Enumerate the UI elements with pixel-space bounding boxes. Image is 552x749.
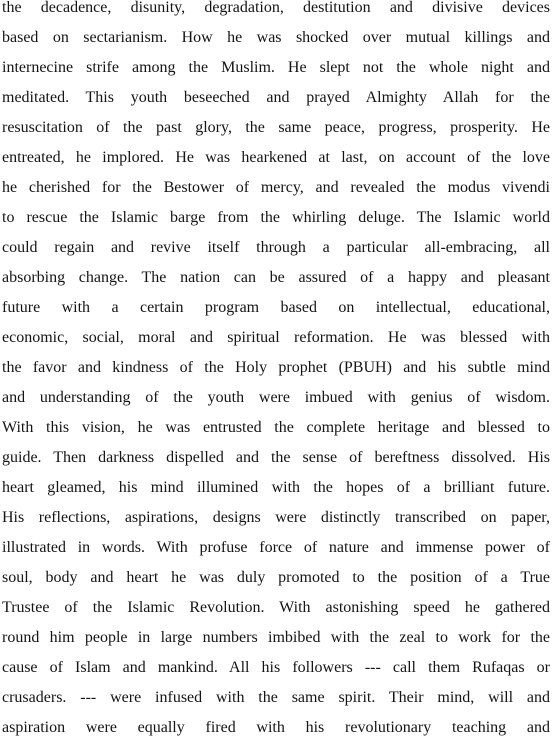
text-line: future with a certain program based on intellectual, educational, (2, 299, 550, 316)
text-line: absorbing change. The nation can be assured of a happy and pleasant (2, 269, 550, 286)
text-line: illustrated in words. With profuse force of nature and immense power of (2, 539, 550, 556)
text-line: to rescue the Islamic barge from the whirling deluge. The Islamic world (2, 209, 550, 226)
text-line: the favor and kindness of the Holy prophet (PBUH) and his subtle mind (2, 359, 550, 376)
text-line: he cherished for the Bestower of mercy, and revealed the modus vivendi (2, 179, 550, 196)
text-line: Trustee of the Islamic Revolution. With astonishing speed he gathered (2, 599, 550, 616)
text-line: cause of Islam and mankind. All his followers --- call them Rufaqas or (2, 659, 550, 676)
text-line: economic, social, moral and spiritual reformation. He was blessed with (2, 329, 550, 346)
text-line: soul, body and heart he was duly promoted to the position of a True (2, 569, 550, 586)
text-line: aspiration were equally fired with his revolutionary teaching and (2, 719, 550, 736)
text-line: meditated. This youth beseeched and prayed Almighty Allah for the (2, 89, 550, 106)
text-line: With this vision, he was entrusted the complete heritage and blessed to (2, 419, 550, 436)
text-line: round him people in large numbers imbibed with the zeal to work for the (2, 629, 550, 646)
text-line: based on sectarianism. How he was shocked over mutual killings and (2, 29, 550, 46)
text-line: could regain and revive itself through a particular all-embracing, all (2, 239, 550, 256)
text-line: resuscitation of the past glory, the same peace, progress, prosperity. He (2, 119, 550, 136)
text-line: His reflections, aspirations, designs were distinctly transcribed on paper, (2, 509, 550, 526)
text-line: guide. Then darkness dispelled and the sense of bereftness dissolved. His (2, 449, 550, 466)
text-line: and understanding of the youth were imbued with genius of wisdom. (2, 389, 550, 406)
text-line: entreated, he implored. He was hearkened at last, on account of the love (2, 149, 550, 166)
text-line: heart gleamed, his mind illumined with the hopes of a brilliant future. (2, 479, 550, 496)
text-line: crusaders. --- were infused with the same spirit. Their mind, will and (2, 689, 550, 706)
text-line: internecine strife among the Muslim. He slept not the whole night and (2, 59, 550, 76)
text-line: the decadence, disunity, degradation, destitution and divisive devices (2, 0, 550, 16)
